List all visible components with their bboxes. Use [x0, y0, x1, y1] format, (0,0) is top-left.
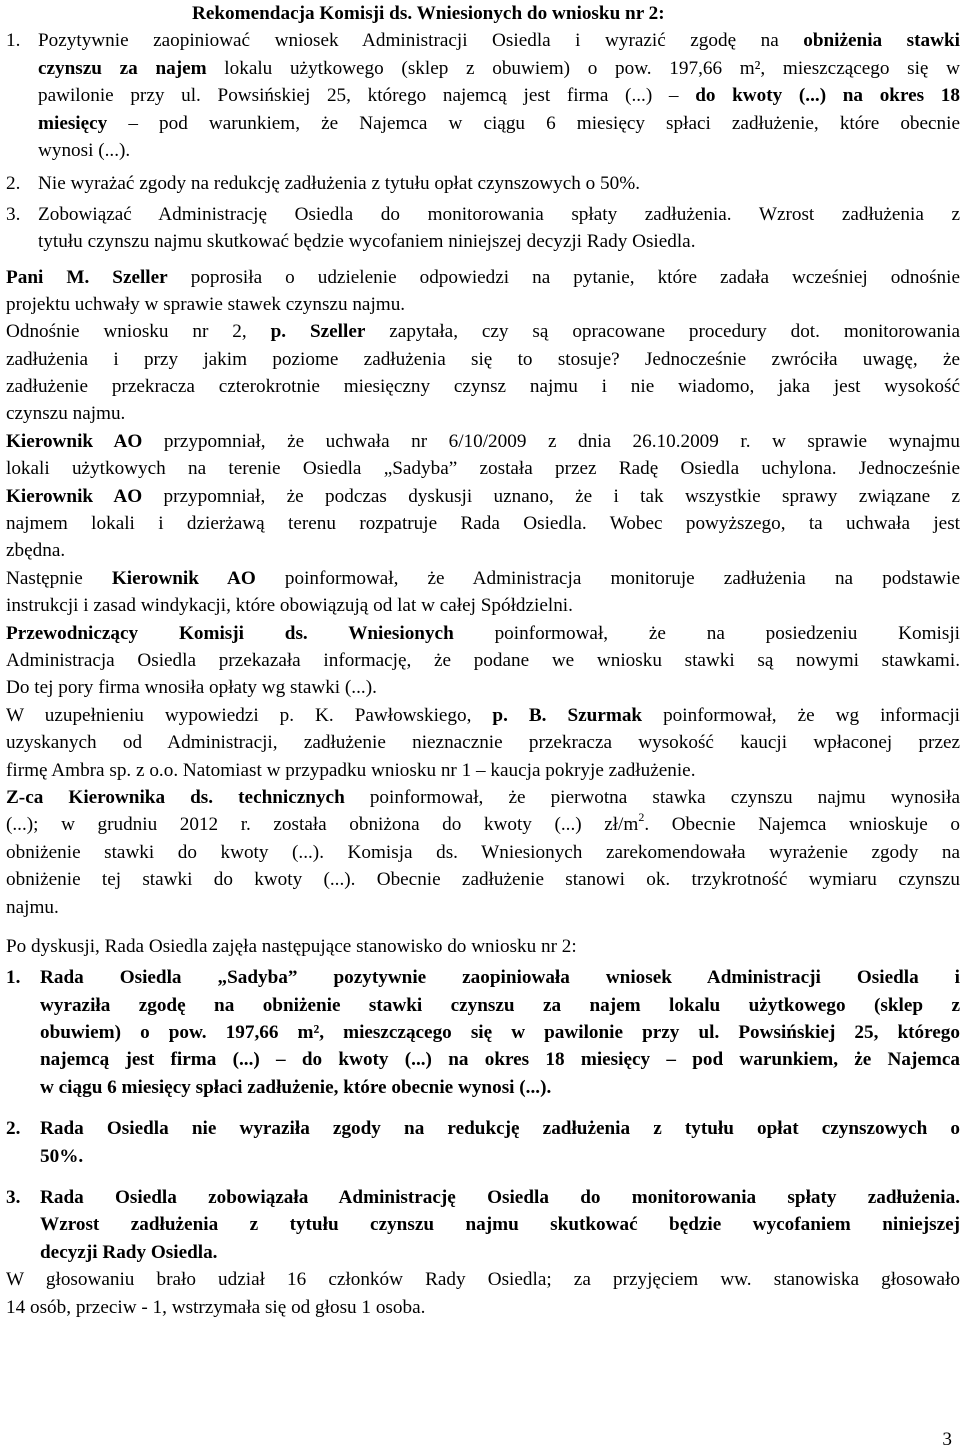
resolution-text: decyzji Rady Osiedla.	[40, 1241, 218, 1263]
text-run: poinformował, że wg informacji	[642, 704, 960, 726]
resolution-line	[6, 1239, 960, 1266]
resolution-text: w ciągu 6 miesięcy spłaci zadłużenie, które obecnie wynosi (...).	[40, 1076, 552, 1098]
paragraph-line	[6, 674, 960, 701]
text-run: zadłużenie przekracza czterokrotnie miesięczny czynsz najmu i nie wiadomo, jaka jest wysokość	[6, 376, 960, 398]
text-run: (...); w grudniu 2012 r. została obniżona do kwoty (...) zł/m	[6, 814, 639, 836]
document-upper	[6, 0, 960, 1321]
resolution-line	[6, 1143, 960, 1170]
text-run: – pod warunkiem, że Najemca w ciągu 6 miesięcy spłaci zadłużenie, które obecnie	[107, 112, 960, 134]
paragraph-line	[6, 483, 960, 510]
paragraph-line	[6, 264, 960, 291]
bold-text: Kierownik AO	[111, 567, 256, 589]
text-run: przypomniał, że uchwała nr 6/10/2009 z dnia 26.10.2009 r. w sprawie wynajmu	[142, 430, 960, 452]
text-run: Zobowiązać Administrację Osiedla do monitorowania spłaty zadłużenia. Wzrost zadłużenia z	[38, 203, 960, 225]
text-run: uzyskanych od Administracji, zadłużenie nieznacznie przekracza wysokość kaucji wpłaconej przez	[6, 732, 960, 754]
paragraph-line	[6, 291, 960, 318]
recommendation-line	[6, 55, 960, 82]
text-run: Pozytywnie zaopiniować wniosek Administracji Osiedla i wyrazić zgodę na	[38, 30, 804, 52]
text-run: poinformował, że na posiedzeniu Komisji	[453, 622, 960, 644]
text-run: najmu.	[6, 896, 59, 918]
item-number: 3.	[6, 1187, 21, 1209]
recommendation-line	[6, 170, 960, 197]
text-run: instrukcji i zasad windykacji, które obowiązują od lat w całej Spółdzielni.	[6, 595, 573, 617]
recommendation-line	[6, 110, 960, 137]
vote-line: 14 osób, przeciw - 1, wstrzymała się od głosu 1 osoba.	[6, 1296, 426, 1318]
paragraph-line	[6, 373, 960, 400]
resolution-text: 50%.	[40, 1145, 84, 1167]
resolution-line	[6, 1184, 960, 1211]
item-number: 1.	[6, 30, 21, 52]
superscript: 2	[638, 809, 645, 824]
text-run: obniżenie tej stawki do kwoty (...). Obecnie zadłużenie stanowi ok. trzykrotność wymiaru czynszu	[6, 869, 960, 891]
paragraph-line	[6, 757, 960, 784]
text-run: firmę Ambra sp. z o.o. Natomiast w przypadku wniosku nr 1 – kaucja pokryje zadłużenie.	[6, 759, 696, 781]
paragraph-line	[6, 894, 960, 921]
paragraph-line	[6, 647, 960, 674]
text-run: czynszu najmu.	[6, 403, 126, 425]
resolution-text: Rada Osiedla zobowiązała Administrację Osiedla do monitorowania spłaty zadłużenia.	[40, 1187, 960, 1209]
text-run: Nie wyrażać zgody na redukcję zadłużenia z tytułu opłat czynszowych o 50%.	[38, 173, 641, 195]
paragraph-line	[6, 428, 960, 455]
resolution-list	[6, 960, 960, 1266]
text-run: zapytała, czy są opracowane procedury dot. monitorowania	[365, 321, 960, 343]
paragraph-line	[6, 592, 960, 619]
text-run: zbędna.	[6, 540, 66, 562]
paragraph-line	[6, 537, 960, 564]
resolution-line	[6, 1074, 960, 1101]
vote-line: W głosowaniu brało udział 16 członków Rady Osiedla; za przyjęciem ww. stanowiska głosowało	[6, 1269, 960, 1291]
recommendation-line	[6, 228, 960, 255]
paragraph-line	[6, 839, 960, 866]
text-run: lokali użytkowych na terenie Osiedla „Sadyba” została przez Radę Osiedla uchylona. Jednocześnie	[6, 458, 960, 480]
vote-summary	[6, 1266, 960, 1321]
paragraph-line	[6, 729, 960, 756]
text-run: projektu uchwały w sprawie stawek czynszu najmu.	[6, 293, 406, 315]
text-run: . Obecnie Najemca wnioskuje o	[644, 814, 960, 836]
resolution-text: obuwiem) o pow. 197,66 m², mieszczącego się w pawilonie przy ul. Powsińskiej 25, którego	[40, 1022, 960, 1044]
text-run: pawilonie przy ul. Powsińskiej 25, którego najemcą jest firma (...) –	[38, 85, 696, 107]
page-number: 3	[942, 1429, 952, 1450]
resolution-line	[6, 1211, 960, 1238]
paragraph-line	[6, 510, 960, 537]
item-number: 2.	[6, 1118, 21, 1140]
text-run: wynosi (...).	[38, 139, 131, 161]
resolution-text: Rada Osiedla „Sadyba” pozytywnie zaopiniowała wniosek Administracji Osiedla i	[40, 967, 960, 989]
text-run: lokalu użytkowego (sklep z obuwiem) o pow. 197,66 m², mieszczącego się w	[206, 57, 960, 79]
paragraph-line	[6, 811, 960, 838]
text-run: zadłużenia i przy jakim poziome zadłużenia się to stosuje? Jednocześnie zwróciła uwagę, że	[6, 348, 960, 370]
paragraph-line	[6, 866, 960, 893]
recommendation-list	[6, 27, 960, 255]
paragraph-line	[6, 620, 960, 647]
text-run: poprosiła o udzielenie odpowiedzi na pytanie, które zadała wcześniej odnośnie	[167, 266, 960, 288]
text-run: tytułu czynszu najmu skutkować będzie wycofaniem niniejszej decyzji Rady Osiedla.	[38, 231, 696, 253]
text-run: obniżenie stawki do kwoty (...). Komisja ds. Wniesionych zarekomendowała wyrażenie zgody na	[6, 841, 960, 863]
resolution-text: wyraziła zgodę na obniżenie stawki czynszu za najem lokalu użytkowego (sklep z	[40, 994, 960, 1016]
text-run: poinformował, że pierwotna stawka czynszu najmu wynosiła	[344, 786, 960, 808]
bold-text: p. B. Szurmak	[492, 704, 643, 726]
recommendation-line	[6, 27, 960, 54]
bold-text: miesięcy	[38, 112, 108, 134]
text-run: najmem lokali i dzierżawą terenu rozpatruje Rada Osiedla. Wobec powyższego, ta uchwała jest	[6, 513, 960, 535]
bold-text: Z-ca Kierownika ds. technicznych	[6, 786, 345, 808]
paragraph-line	[6, 400, 960, 427]
text-run: poinformował, że Administracja monitoruje zadłużenia na podstawie	[255, 567, 960, 589]
bold-text: p. Szeller	[270, 321, 366, 343]
text-run: W uzupełnieniu wypowiedzi p. K. Pawłowskiego,	[6, 704, 493, 726]
resolution-text: najemcą jest firma (...) – do kwoty (...) na okres 18 miesięcy – pod warunkiem, że Najemca	[40, 1049, 960, 1071]
recommendation-line	[6, 82, 960, 109]
paragraph-line	[6, 455, 960, 482]
bold-text: do kwoty (...) na okres 18	[695, 85, 960, 107]
paragraph-line	[6, 565, 960, 592]
bold-text: Kierownik AO	[6, 485, 143, 507]
resolution-text: Rada Osiedla nie wyraziła zgody na redukcję zadłużenia z tytułu opłat czynszowych o	[40, 1118, 960, 1140]
discussion-paragraphs	[6, 264, 960, 921]
resolution-line	[6, 1019, 960, 1046]
discussion-intro: Po dyskusji, Rada Osiedla zajęła następujące stanowisko do wniosku nr 2:	[6, 935, 577, 957]
bold-text: czynszu za najem	[38, 57, 207, 79]
resolution-text: Wzrost zadłużenia z tytułu czynszu najmu skutkować będzie wycofaniem niniejszej	[40, 1214, 960, 1236]
paragraph-line	[6, 318, 960, 345]
bold-text: Przewodniczący Komisji ds. Wniesionych	[6, 622, 454, 644]
text-run: Odnośnie wniosku nr 2,	[6, 321, 271, 343]
paragraph-line	[6, 784, 960, 811]
text-run: przypomniał, że podczas dyskusji uznano, że i tak wszystkie sprawy związane z	[142, 485, 960, 507]
resolution-line	[6, 1046, 960, 1073]
resolution-line	[6, 992, 960, 1019]
resolution-line	[6, 964, 960, 991]
paragraph-line	[6, 346, 960, 373]
bold-text: Kierownik AO	[6, 430, 143, 452]
text-run: Administracja Osiedla przekazała informację, że podane we wniosku stawki są nowymi stawkami.	[6, 649, 960, 671]
item-number: 1.	[6, 967, 21, 989]
recommendation-title: Rekomendacja Komisji ds. Wniesionych do wniosku nr 2:	[192, 3, 665, 24]
text-run: Do tej pory firma wnosiła opłaty wg stawki (...).	[6, 677, 377, 699]
resolution-line	[6, 1115, 960, 1142]
recommendation-line	[6, 137, 960, 164]
recommendation-line	[6, 201, 960, 228]
paragraph-line	[6, 702, 960, 729]
text-run: Następnie	[6, 567, 112, 589]
item-number: 3.	[6, 203, 21, 225]
bold-text: obniżenia stawki	[803, 30, 960, 52]
bold-text: Pani M. Szeller	[6, 266, 168, 288]
item-number: 2.	[6, 173, 21, 195]
